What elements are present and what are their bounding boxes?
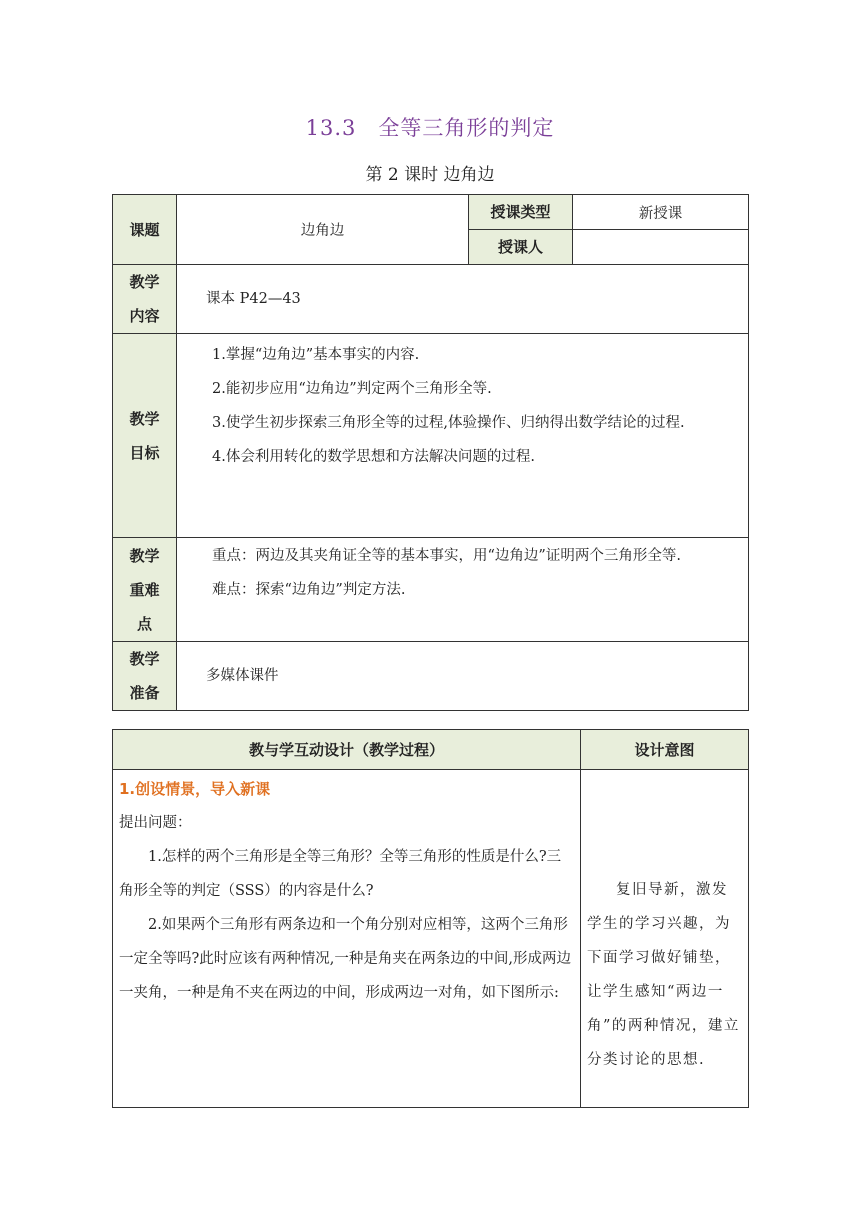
process-content xyxy=(113,770,581,1108)
intro-text: 提出问题： xyxy=(119,815,192,831)
content-value: 课本 P42—43 xyxy=(177,265,749,334)
intent-content xyxy=(581,770,749,1108)
lesson-info-table xyxy=(112,194,749,711)
goal-item: 3.使学生初步探索三角形全等的过程,体验操作、归纳得出数学结论的过程. xyxy=(212,415,685,431)
section-heading: 1.创设情景，导入新课 xyxy=(119,780,271,798)
key-points-label: 教学 重难 点 xyxy=(113,538,177,642)
intent-column-header: 设计意图 xyxy=(581,730,749,770)
question-2: 2.如果两个三角形有两条边和一个角分别对应相等，这两个三角形一定全等吗?此时应该有两种情况,一种是角夹在两条边的中间,形成两边一夹角，一种是角不夹在两边的中间，形成两边一对角，如下图所示: xyxy=(119,917,571,1001)
prep-label: 教学 准备 xyxy=(113,642,177,711)
prep-value: 多媒体课件 xyxy=(177,642,749,711)
goals-label: 教学 目标 xyxy=(113,334,177,538)
question-1: 1.怎样的两个三角形是全等三角形？全等三角形的性质是什么?三角形全等的判定（SSS）的内容是什么? xyxy=(119,849,562,899)
lesson-subtitle: 第 2 课时 边角边 xyxy=(365,165,495,185)
lesson-type-label: 授课类型 xyxy=(469,195,573,230)
teacher-label: 授课人 xyxy=(469,230,573,265)
intent-text: 复旧导新，激发学生的学习兴趣，为下面学习做好铺垫，让学生感知“两边一角”的两种情况，建立分类讨论的思想. xyxy=(587,882,740,1068)
difficult-point: 难点：探索“边角边”判定方法. xyxy=(212,582,406,598)
goals-list xyxy=(177,334,749,538)
lesson-type-value: 新授课 xyxy=(573,195,749,230)
teacher-value xyxy=(573,230,749,265)
topic-value: 边角边 xyxy=(177,195,469,265)
key-point: 重点：两边及其夹角证全等的基本事实，用“边角边”证明两个三角形全等. xyxy=(212,548,681,564)
goal-item: 1.掌握“边角边”基本事实的内容. xyxy=(212,347,420,363)
teaching-process-table xyxy=(112,729,749,1108)
process-column-header: 教与学互动设计（教学过程） xyxy=(113,730,581,770)
topic-label: 课题 xyxy=(113,195,177,265)
document-title: 13.3 全等三角形的判定 xyxy=(305,116,555,140)
goal-item: 2.能初步应用“边角边”判定两个三角形全等. xyxy=(212,381,492,397)
goal-item: 4.体会利用转化的数学思想和方法解决问题的过程. xyxy=(212,449,535,465)
content-label: 教学 内容 xyxy=(113,265,177,334)
key-points xyxy=(177,538,749,642)
